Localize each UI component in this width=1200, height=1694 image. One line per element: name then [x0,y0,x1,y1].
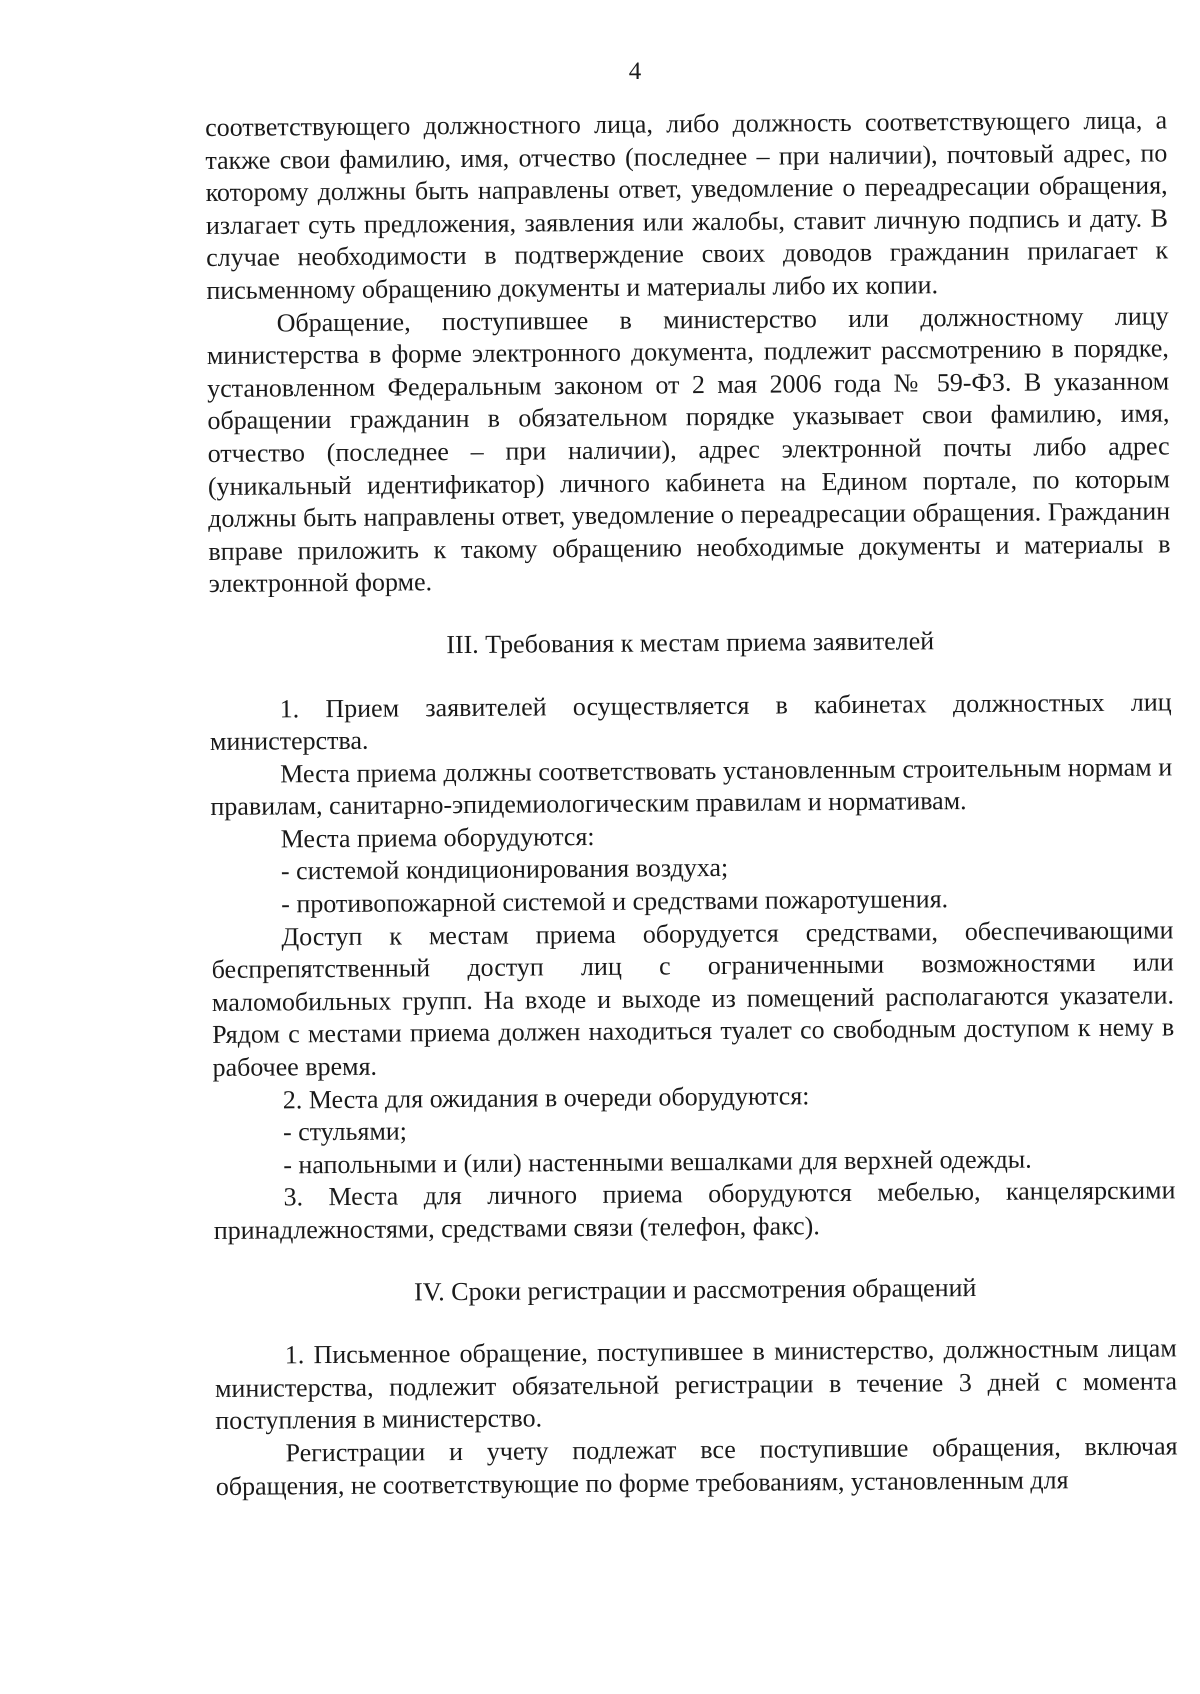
list-item: - системой кондиционирования воздуха; [280,853,729,886]
list-item: - противопожарной системой и средствами пожаротушения. [281,884,949,919]
section3-paragraph-1: 1. Прием заявителей осуществляется в кабинетах должностных лиц министерства. [209,686,1172,757]
list-item: - стульями; [282,1116,408,1147]
section4-paragraph-2: Регистрации и учету подлежат все поступившие обращения, включая обращения, не соответствующие по форме требованиям, установленным для [215,1431,1178,1501]
section3-paragraph-4: Доступ к местам приема оборудуется средствами, обеспечивающими беспрепятственный доступ лиц с ограниченными возможностями или маломобильных групп. На входе и выходе из помещений располагаются указатели. Рядом с местами приема должен находиться туалет со свободным доступом к нему в рабочее время. [211,915,1175,1083]
section-heading-4: IV. Сроки регистрации и рассмотрения обращений [413,1272,977,1306]
document-body [205,104,1178,1503]
paragraph-electronic-appeal: Обращение, поступившее в министерство или должностному лицу министерства в форме электронного документа, подлежит рассмотрению в порядке, установленном Федеральным законом от 2 мая 2006 года № 59-ФЗ. В указанном обращении гражданин в обязательном порядке указывает свои фамилию, имя, отчество (последнее – при наличии), адрес электронной почты либо адрес (уникальный идентификатор) личного кабинета на Едином портале, по которым должны быть направлены ответ, уведомление о переадресации обращения. Гражданин вправе приложить к такому обращению необходимые документы и материалы в электронной форме. [206,301,1171,599]
section3-paragraph-5: 2. Места для ожидания в очереди оборудуются: [282,1080,810,1115]
section3-paragraph-6: 3. Места для личного приема оборудуются мебелью, канцелярскими принадлежностями, средствами связи (телефон, факс). [213,1175,1176,1245]
section3-paragraph-2: Места приема должны соответствовать установленным строительным нормам и правилам, санитарно-эпидемиологическим правилам и нормативам. [210,752,1173,822]
page-number: 4 [628,58,642,85]
section-heading-3: III. Требования к местам приема заявителей [446,626,935,660]
section4-paragraph-1: 1. Письменное обращение, поступившее в министерство, должностным лицам министерства, подлежит обязательной регистрации в течение 3 дней с момента поступления в министерство. [214,1333,1178,1436]
list-item: - напольными и (или) настенными вешалками для верхней одежды. [283,1144,1032,1180]
section3-paragraph-3: Места приема оборудуются: [280,821,595,854]
paragraph-continuation: соответствующего должностного лица, либо должность соответствующего лица, а также свои фамилию, имя, отчество (последнее – при наличии), почтовый адрес, по которому должны быть направлены ответ, уведомление о переадресации обращения, излагает суть предложения, заявления или жалобы, ставит личную подпись и дату. В случае необходимости в подтверждение своих доводов гражданин прилагает к письменному обращению документы и материалы либо их копии. [205,105,1169,305]
